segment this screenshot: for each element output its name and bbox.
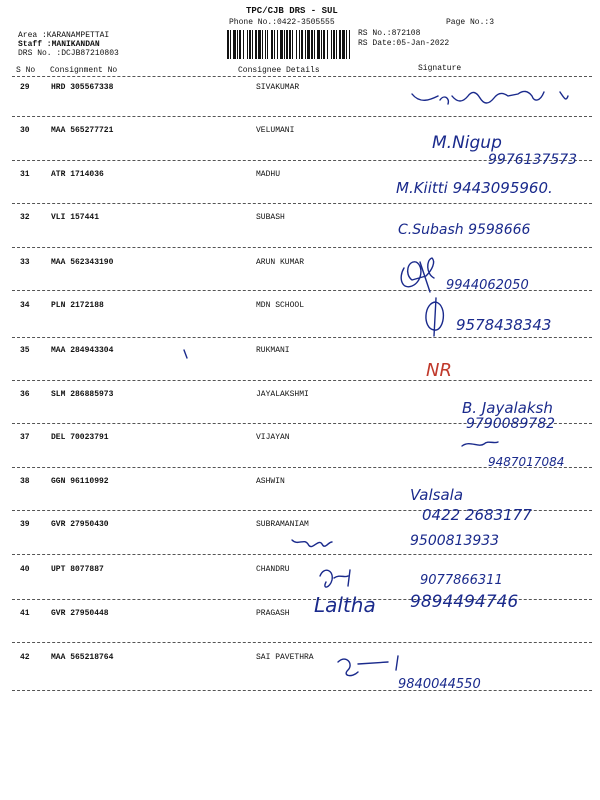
row-sno: 36 <box>20 390 30 399</box>
col-consignee-header: Consignee Details <box>238 66 320 75</box>
rs-date: RS Date:05-Jan-2022 <box>358 39 450 48</box>
row-consignee: RUKMANI <box>256 346 290 355</box>
row-consignment: VLI 157441 <box>51 213 100 222</box>
row-consignment: DEL 70023791 <box>51 433 109 442</box>
table-row <box>0 565 600 610</box>
table-row <box>0 301 600 346</box>
signature-name: M.Nigup <box>432 133 502 153</box>
table-row <box>0 213 600 258</box>
rs-number: RS No.:872108 <box>358 29 421 38</box>
col-consignment-header: Consignment No <box>50 66 118 75</box>
row-consignment: MAA 284943304 <box>51 346 114 355</box>
row-divider <box>12 380 592 381</box>
row-sno: 34 <box>20 301 30 310</box>
row-consignment: UPT 8077887 <box>51 565 104 574</box>
row-sno: 40 <box>20 565 30 574</box>
table-row <box>0 520 600 565</box>
row-sno: 39 <box>20 520 30 529</box>
handwritten-phone: 9500813933 <box>410 533 500 549</box>
row-consignee: PRAGASH <box>256 609 290 618</box>
row-sno: 33 <box>20 258 30 267</box>
row-divider <box>12 510 592 511</box>
row-sno: 35 <box>20 346 30 355</box>
row-consignee: ASHWIN <box>256 477 285 486</box>
row-consignee: CHANDRU <box>256 565 290 574</box>
row-consignment: MAA 562343190 <box>51 258 114 267</box>
handwritten-phone: 0422 2683177 <box>422 506 532 524</box>
drs-number: DRS No. :DCJB87210803 <box>18 49 119 58</box>
handwritten-phone: 9578438343 <box>456 316 552 334</box>
table-row <box>0 609 600 654</box>
signature-name: Laltha <box>314 593 376 617</box>
row-consignee: JAYALAKSHMI <box>256 390 309 399</box>
table-row <box>0 433 600 478</box>
handwritten-phone: 9894494746 <box>410 592 519 612</box>
row-divider <box>12 554 592 555</box>
handwritten-phone: 9976137573 <box>488 152 578 168</box>
document-title: TPC/CJB DRS - SUL <box>246 6 338 16</box>
row-consignment: PLN 2172188 <box>51 301 104 310</box>
row-divider <box>12 423 592 424</box>
row-consignee: VELUMANI <box>256 126 295 135</box>
handwritten-phone: 9840044550 <box>398 677 481 692</box>
signature-name: Valsala <box>410 486 464 504</box>
page-number: Page No.:3 <box>446 18 495 27</box>
row-consignment: GVR 27950448 <box>51 609 109 618</box>
col-signature-header: Signature <box>418 64 462 73</box>
row-consignee: SIVAKUMAR <box>256 83 300 92</box>
handwritten-signature-phone: M.Kiitti 9443095960. <box>396 179 553 197</box>
handwritten-signature-phone: C.Subash 9598666 <box>398 222 531 238</box>
row-consignee: SAI PAVETHRA <box>256 653 314 662</box>
staff-label: Staff :MANIKANDAN <box>18 40 100 49</box>
row-sno: 42 <box>20 653 30 662</box>
row-sno: 37 <box>20 433 30 442</box>
handwritten-phone: 9487017084 <box>488 455 565 469</box>
row-divider <box>12 337 592 338</box>
area-label: Area :KARANAMPETTAI <box>18 31 110 40</box>
row-divider <box>12 642 592 643</box>
row-divider <box>12 467 592 468</box>
row-consignment: MAA 565218764 <box>51 653 114 662</box>
row-consignment: ATR 1714036 <box>51 170 104 179</box>
barcode <box>227 30 351 59</box>
table-row <box>0 653 600 698</box>
row-consignee: MADHU <box>256 170 281 179</box>
not-received-mark: NR <box>426 360 452 381</box>
table-row <box>0 346 600 391</box>
row-sno: 38 <box>20 477 30 486</box>
row-divider <box>12 290 592 291</box>
row-consignee: SUBASH <box>256 213 285 222</box>
row-divider <box>12 116 592 117</box>
row-sno: 30 <box>20 126 30 135</box>
table-row <box>0 126 600 171</box>
row-sno: 32 <box>20 213 30 222</box>
row-consignment: SLM 286885973 <box>51 390 114 399</box>
row-consignee: ARUN KUMAR <box>256 258 305 267</box>
handwritten-phone: 9790089782 <box>466 416 556 432</box>
table-row <box>0 258 600 303</box>
handwritten-phone: 9944062050 <box>446 278 529 293</box>
row-sno: 41 <box>20 609 30 618</box>
handwritten-phone: 9077866311 <box>420 573 503 588</box>
row-sno: 31 <box>20 170 30 179</box>
row-divider <box>12 160 592 161</box>
table-row <box>0 477 600 522</box>
row-consignee: MDN SCHOOL <box>256 301 305 310</box>
table-row <box>0 170 600 215</box>
col-sno-header: S No <box>16 66 36 75</box>
row-consignment: HRD 305567338 <box>51 83 114 92</box>
header-divider <box>12 76 592 77</box>
table-row <box>0 83 600 128</box>
row-divider <box>12 247 592 248</box>
row-sno: 29 <box>20 83 30 92</box>
row-consignee: SUBRAMANIAM <box>256 520 309 529</box>
row-divider <box>12 690 592 691</box>
row-consignee: VIJAYAN <box>256 433 290 442</box>
row-consignment: MAA 565277721 <box>51 126 114 135</box>
row-divider <box>12 203 592 204</box>
row-consignment: GVR 27950430 <box>51 520 109 529</box>
phone-number: Phone No.:0422-3505555 <box>229 18 335 27</box>
row-divider <box>12 599 592 600</box>
signature-name: B. Jayalaksh <box>462 399 553 417</box>
row-consignment: GGN 96110992 <box>51 477 109 486</box>
table-row <box>0 390 600 435</box>
